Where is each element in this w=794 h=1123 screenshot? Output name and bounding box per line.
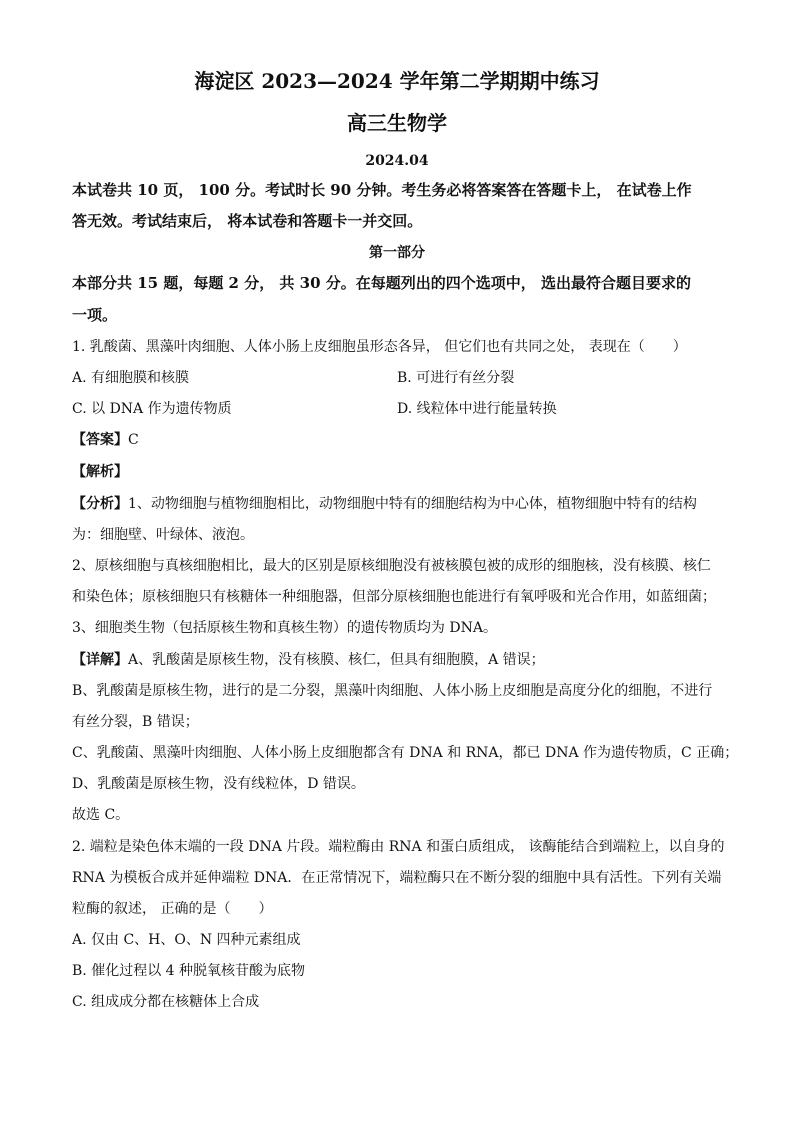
question-1-conclusion: 故选 C。 bbox=[72, 807, 130, 823]
analysis-point-1-text: 1、动物细胞与植物细胞相比，动物细胞中特有的细胞结构为中心体，植物细胞中特有的结构 bbox=[128, 496, 697, 512]
detail-a bbox=[72, 651, 722, 669]
exam-date: 2024.04 bbox=[365, 153, 429, 169]
question-1-stem: 1. 乳酸菌、黑藻叶肉细胞、人体小肠上皮细胞虽形态各异， 但它们也有共同之处， 表现在（ ） bbox=[72, 339, 687, 355]
fenxi-label: 【分析】 bbox=[72, 496, 128, 512]
analysis-point-1-cont: 为：细胞壁、叶绿体、液泡。 bbox=[72, 527, 254, 543]
part-description-1: 本部分共 15 题，每题 2 分， 共 30 分。在每题列出的四个选项中， 选出最符合题目要求的 bbox=[72, 274, 691, 292]
part-description-2: 一项。 bbox=[72, 306, 118, 324]
question-1-analysis-heading bbox=[72, 463, 722, 481]
xiangjie-label: 【详解】 bbox=[72, 652, 128, 668]
question-1-answer bbox=[72, 431, 722, 449]
question-2-stem-3: 粒酶的叙述， 正确的是（ ） bbox=[72, 901, 273, 917]
question-1-options-row-2 bbox=[72, 400, 722, 418]
question-1-option-b: B. 可进行有丝分裂 bbox=[397, 370, 515, 386]
analysis-label: 【解析】 bbox=[72, 464, 128, 480]
question-1-options-row-1 bbox=[72, 369, 722, 387]
instructions-line-1: 本试卷共 10 页， 100 分。考试时长 90 分钟。考生务必将答案答在答题卡上， 在试卷上作 bbox=[72, 181, 692, 199]
analysis-point-2-cont: 和染色体；原核细胞只有核糖体一种细胞器，但部分原核细胞也能进行有氧呼吸和光合作用，如蓝细菌； bbox=[72, 589, 716, 605]
question-2-option-b: B. 催化过程以 4 种脱氧核苷酸为底物 bbox=[72, 963, 305, 979]
question-1-option-c: C. 以 DNA 作为遗传物质 bbox=[72, 401, 232, 417]
part-title: 第一部分 bbox=[369, 245, 425, 261]
question-2-option-c: C. 组成成分都在核糖体上合成 bbox=[72, 994, 260, 1010]
detail-a-text: A、乳酸菌是原核生物，没有核膜、核仁，但具有细胞膜，A 错误； bbox=[128, 652, 545, 668]
question-2-stem-1: 2. 端粒是染色体末端的一段 DNA 片段。端粒酶由 RNA 和蛋白质组成， 该酶能结合到端粒上，以自身的 bbox=[72, 839, 725, 855]
detail-d: D、乳酸菌是原核生物，没有线粒体，D 错误。 bbox=[72, 776, 365, 792]
analysis-point-1 bbox=[72, 495, 722, 513]
answer-value: C bbox=[128, 432, 139, 448]
detail-b-cont: 有丝分裂，B 错误； bbox=[72, 714, 199, 730]
analysis-point-2: 2、原核细胞与真核细胞相比，最大的区别是原核细胞没有被核膜包被的成形的细胞核，没有核膜、核仁 bbox=[72, 558, 711, 574]
question-2-option-a: A. 仅由 C、H、O、N 四种元素组成 bbox=[72, 932, 301, 948]
detail-b: B、乳酸菌是原核生物，进行的是二分裂，黑藻叶肉细胞、人体小肠上皮细胞是高度分化的细胞，不进行 bbox=[72, 683, 713, 699]
exam-title: 海淀区 2023—2024 学年第二学期期中练习 bbox=[194, 69, 600, 93]
detail-c: C、乳酸菌、黑藻叶肉细胞、人体小肠上皮细胞都含有 DNA 和 RNA，都已 DNA 作为遗传物质，C 正确； bbox=[72, 745, 739, 761]
answer-label: 【答案】 bbox=[72, 432, 128, 448]
subject-title: 高三生物学 bbox=[347, 111, 447, 135]
question-1-option-d: D. 线粒体中进行能量转换 bbox=[397, 401, 557, 417]
instructions-line-2: 答无效。考试结束后， 将本试卷和答题卡一并交回。 bbox=[72, 212, 423, 230]
question-2-stem-2: RNA 为模板合成并延伸端粒 DNA．在正常情况下，端粒酶只在不断分裂的细胞中具有活性。下列有关端 bbox=[72, 870, 722, 886]
analysis-point-3: 3、细胞类生物（包括原核生物和真核生物）的遗传物质均为 DNA。 bbox=[72, 620, 497, 636]
question-1-option-a: A. 有细胞膜和核膜 bbox=[72, 370, 190, 386]
